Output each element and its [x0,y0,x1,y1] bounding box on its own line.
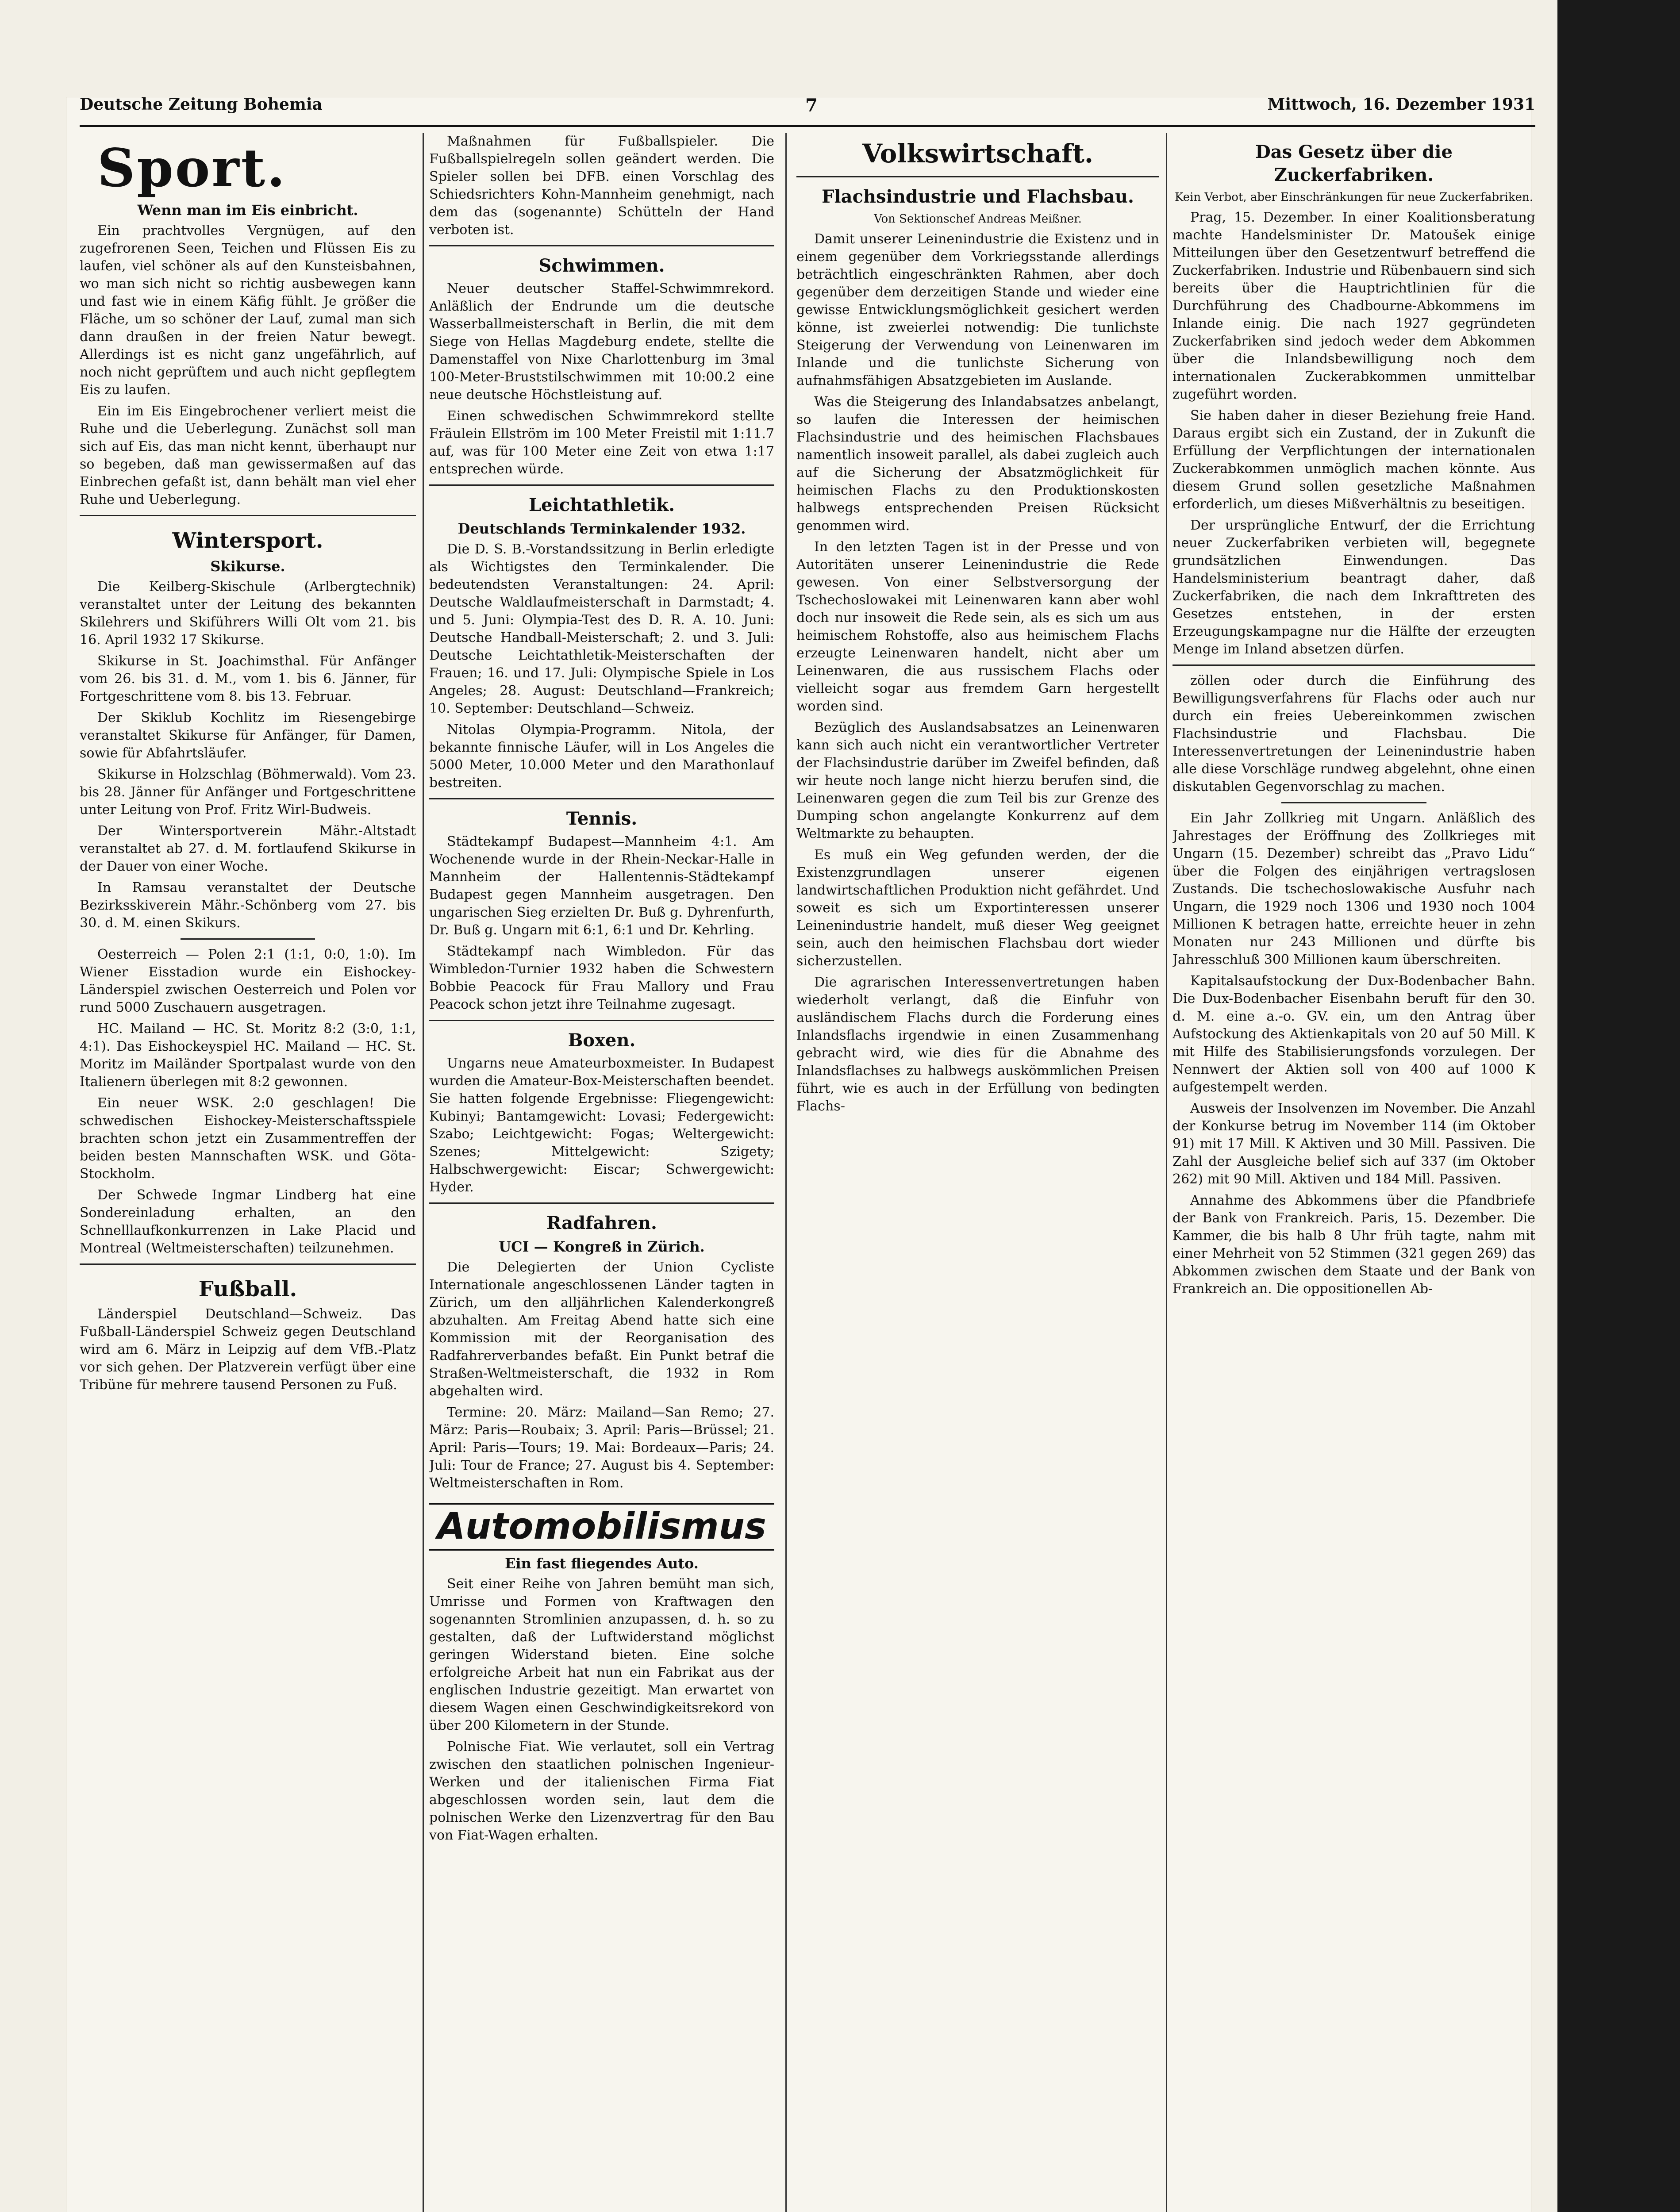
news-item: Ausweis der Insolvenzen im November. Die Anzahl der Konkurse betrug im November 114 (im Oktober 91) mit 17 Mill. K Aktiven und 30 Mill. Passiven. Die Zahl der Ausgleiche belief sich auf 337 (im Oktober 262) mit 90 Mill. Aktiven und 184 Mill. Passiven. [1173,1101,1535,1187]
paragraph: Städtekampf nach Wimbledon. Für das Wimbledon-Turnier 1932 haben die Schwestern Bobbie Peacock für Frau Mallory und Frau Peacock schon jetzt ihre Teilnahme zugesagt. [429,944,774,1012]
paragraph: Der Skiklub Kochlitz im Riesengebirge veranstaltet Skikurse für Anfänger, für Damen, sowie für Abfahrtsläufer. [80,710,416,761]
paragraph: Seit einer Reihe von Jahren bemüht man sich, Umrisse und Formen von Kraftwagen den sogenannten Stromlinien anzupassen, d. h. so zu gestalten, daß der Luftwiderstand möglichst geringen Widerstand bieten. Eine solche erfolgreiche Arbeit hat nun ein Fabrikat aus der englischen Industrie gezeitigt. Man erwartet von diesem Wagen einen Geschwindigkeitsrekord von über 200 Kilometern in der Stunde. [429,1576,774,1733]
paper-name: Deutsche Zeitung Bohemia [80,95,323,114]
divider [80,515,416,516]
paragraph: Ungarns neue Amateurboxmeister. In Budapest wurden die Amateur-Box-Meisterschaften beendet. Sie hatten folgende Ergebnisse: Fliegengewicht: Kubinyi; Bantamgewicht: Lovasi; Federgewicht: Szabo; Leichtgewicht: Fogas; Weltergewicht: Szenes; Mittelgewicht: Szigety; Halbschwergewicht: Eiscar; Schwergewicht: Hyder. [429,1056,774,1195]
subheadline: Ein fast fliegendes Auto. [505,1555,699,1572]
divider [429,1202,774,1204]
paragraph: Die Keilberg-Skischule (Arlbergtechnik) veranstaltet unter der Leitung des bekannten Skilehrers und Skiführers Willi Olt vom 21. bis 16. April 1932 17 Skikurse. [80,579,416,648]
paragraph: Polnische Fiat. Wie verlautet, soll ein Vertrag zwischen den staatlichen polnischen Ingenieur-Werken und der italienischen Firma Fiat abgeschlossen worden sein, laut dem die polnischen Werke den Lizenzvertrag für den Bau von Fiat-Wagen erhalten. [429,1739,774,1843]
scan-edge [1557,0,1680,2212]
divider [429,245,774,246]
paragraph: Skikurse in St. Joachimsthal. Für Anfänger vom 26. bis 31. d. M., vom 1. bis 6. Jänner, für Fortgeschrittene vom 8. bis 13. Februar. [80,653,416,704]
paragraph: Ein im Eis Eingebrochener verliert meist die Ruhe und die Ueberlegung. Zunächst soll man sich auf Eis, das man nicht kennt, überhaupt nur so begeben, daß man gewissermaßen auf das Einbrechen gefaßt ist, dann behält man viel eher Ruhe und Ueberlegung. [80,403,416,507]
section-title-tennis: Tennis. [566,808,638,829]
divider [1173,664,1535,666]
paragraph: Länderspiel Deutschland—Schweiz. Das Fußball-Länderspiel Schweiz gegen Deutschland wird am 6. März in Leipzig auf dem VfB.-Platz vor sich gehen. Der Platzverein verfügt über eine Tribüne für mehrere tausend Personen zu Fuß. [80,1306,416,1393]
masthead [80,95,1535,122]
article-headline: Flachsindustrie und Flachsbau. [822,186,1134,207]
subheadline: Deutschlands Terminkalender 1932. [457,520,746,537]
news-item: Annahme des Abkommens über die Pfandbriefe der Bank von Frankreich. Paris, 15. Dezember. Die Kammer, die bis halb 8 Uhr früh tagte, nahm mit einer Mehrheit von 52 Stimmen (321 gegen 269) das Abkommen zwischen dem Staate und der Bank von Frankreich an. Die oppositionellen Ab- [1173,1193,1535,1297]
paragraph: Sie haben daher in dieser Beziehung freie Hand. Daraus ergibt sich ein Zustand, der in Zukunft die Erfüllung der Verpflichtungen der internationalen Zuckerabkommen unmöglich machen könnte. Aus diesem Grund sollen gesetzliche Maßnahmen erforderlich, um dieses Mißverhältnis zu beseitigen. [1173,408,1535,512]
paragraph: Skikurse in Holzschlag (Böhmerwald). Vom 23. bis 28. Jänner für Anfänger und Fortgeschrittene unter Leitung von Prof. Fritz Wirl-Budweis. [80,767,416,818]
paragraph: In den letzten Tagen ist in der Presse und von Autoritäten unserer Leinenindustrie die Rede gewesen. Von einer Selbstversorgung der Tschechoslowakei mit Leinenwaren kann aber wohl doch nur insoweit die Rede sein, als es sich um aus heimischem Rohstoffe, also aus heimischem Flachs erzeugte Leinenwaren handelt, nicht aber um Leinenwaren, die aus russischem Flachs oder vielleicht sogar aus fremdem Garn hergestellt worden sind. [796,539,1159,714]
section-title-boxen: Boxen. [568,1030,636,1051]
subheadline: UCI — Kongreß in Zürich. [499,1238,705,1255]
paragraph: zöllen oder durch die Einführung des Bewilligungsverfahrens für Flachs oder auch nur durch ein freies Uebereinkommen zwischen Flachsindustrie und Flachsbau. Die Interessenvertretungen der Leinenindustrie haben alle diese Vorschläge rundweg abgelehnt, ohne einen diskutablen Gegenvorschlag zu machen. [1173,673,1535,795]
section-title-leichtathletik: Leichtathletik. [528,495,675,515]
column-sport-2 [429,133,774,2212]
column-divider [1166,133,1167,2212]
column-volkswirtschaft [796,133,1159,2212]
paragraph: Oesterreich — Polen 2:1 (1:1, 0:0, 1:0). Im Wiener Eisstadion wurde ein Eishockey-Länderspiel zwischen Oesterreich und Polen vor rund 5000 Zuschauern ausgetragen. [80,947,416,1015]
section-title-fussball: Fußball. [198,1277,297,1302]
paragraph: Ein neuer WSK. 2:0 geschlagen! Die schwedischen Eishockey-Meisterschaftsspiele brachten schon jetzt ein Zusammentreffen der beiden besten Mannschaften WSK. und Göta-Stockholm. [80,1095,416,1182]
divider [796,176,1159,177]
column-economy-news [1173,133,1535,2212]
paragraph: Maßnahmen für Fußballspieler. Die Fußballspielregeln sollen geändert werden. Die Spieler sollen bei DFB. einen Vorschlag des Schiedsrichters Kohn-Mannheim genehmigt, nach dem das (sogenannte) Schütteln der Hand verboten ist. [429,134,774,238]
paragraph: Der Wintersportverein Mähr.-Altstadt veranstaltet ab 27. d. M. fortlaufend Skikurse in der Dauer von einer Woche. [80,823,416,874]
author-line: Von Sektionschef Andreas Meißner. [874,212,1082,226]
divider [429,484,774,486]
paragraph: Städtekampf Budapest—Mannheim 4:1. Am Wochenende wurde in der Rhein-Neckar-Halle in Mannheim der Hallentennis-Städtekampf Budapest gegen Mannheim ausgetragen. Den ungarischen Sieg erzielten Dr. Buß g. Dyhrenfurth, Dr. Buß g. Ungarn mit 6:1, 6:1 und Dr. Kehrling. [429,834,774,938]
paragraph: Der ursprüngliche Entwurf, der die Errichtung neuer Zuckerfabriken verbieten will, begegnete grundsätzlichen Einwendungen. Das Handelsministerium beantragt daher, daß Zuckerfabriken, die nach dem Inkrafttreten des Gesetzes entstehen, in der ersten Erzeugungskampagne nur die Hälfte der erzeugten Menge im Inland absetzen dürfen. [1173,518,1535,657]
paragraph: HC. Mailand — HC. St. Moritz 8:2 (3:0, 1:1, 4:1). Das Eishockeyspiel HC. Mailand — HC. St. Moritz im Mailänder Sportpalast wurde von den Italienern überlegen mit 8:2 gewonnen. [80,1021,416,1090]
section-title-volkswirtschaft: Volkswirtschaft. [862,138,1094,169]
paragraph: Neuer deutscher Staffel-Schwimmrekord. Anläßlich der Endrunde um die deutsche Wasserballmeisterschaft in Berlin, die mit dem Siege von Hellas Magdeburg endete, stellte die Damenstaffel von Nixe Charlottenburg im 3mal 100-Meter-Bruststilschwimmen mit 10:00.2 eine neue deutsche Höchstleistung auf. [429,281,774,403]
paragraph: Damit unserer Leinenindustrie die Existenz und in einem gegenüber dem Vorkriegsstande allerdings beträchtlich eingeschränkten Rahmen, aber doch gegenüber dem derzeitigen Stande und wieder eine gewisse Entwicklungsmöglichkeit gesichert werden könne, ist zweierlei notwendig: Die tunlichste Steigerung der Verwendung von Leinenwaren im Inlande und die tunlichste Sicherung von aufnahmsfähigen Absatzgebieten im Auslande. [796,231,1159,388]
column-divider [785,133,787,2212]
paragraph: In Ramsau veranstaltet der Deutsche Bezirksskiverein Mähr.-Schönberg vom 27. bis 30. d. M. einen Skikurs. [80,880,416,931]
divider [429,1020,774,1021]
column-sport [80,133,416,2212]
paragraph: Einen schwedischen Schwimmrekord stellte Fräulein Ellström im 100 Meter Freistil mit 1:11.7 auf, was für 100 Meter eine Zeit von etwa 1:17 entsprechen würde. [429,408,774,477]
subheadline: Skikurse. [210,558,285,575]
column-divider [423,133,424,2212]
news-item: Ein Jahr Zollkrieg mit Ungarn. Anläßlich des Jahrestages der Eröffnung des Zollkrieges mit Ungarn (15. Dezember) schreibt das „Pravo Lidu“ über die Folgen des einjährigen vertragslosen Zustands. Die tschechoslowakische Ausfuhr nach Ungarn, die 1929 noch 1306 und 1930 noch 1004 Millionen K betragen hatte, erreichte heuer in zehn Monaten nur 243 Millionen und dürfte bis Jahresschluß 300 Millionen kaum überschreiten. [1173,810,1535,968]
divider [429,798,774,799]
section-title-sport: Sport. [97,137,287,199]
paragraph: Was die Steigerung des Inlandabsatzes anbelangt, so laufen die Interessen der heimischen Flachsindustrie und des heimischen Flachsbaues namentlich insoweit parallel, als dabei zugleich auch auf die Sicherung der Absatzmöglichkeit für heimischen Flachs zu den Produktionskosten halbwegs entsprechenden Preisen Rücksicht genommen wird. [796,394,1159,534]
paragraph: Die D. S. B.-Vorstandssitzung in Berlin erledigte als Wichtigstes den Terminkalender. Die bedeutendsten Veranstaltungen: 24. April: Deutsche Waldlaufmeisterschaft in Darmstadt; 4. und 5. Juni: Olympia-Test des D. R. A. 10. Juni: Deutsche Handball-Meisterschaft; 2. und 3. Juli: Deutsche Leichtathletik-Meisterschaften der Frauen; 16. und 17. Juli: Olympische Spiele in Los Angeles; 28. August: Deutschland—Frankreich; 10. September: Deutschland—Schweiz. [429,541,774,716]
issue-date: Mittwoch, 16. Dezember 1931 [1267,95,1535,114]
paragraph: Die agrarischen Interessenvertretungen haben wiederholt verlangt, daß die Einfuhr von ausländischem Flachs durch die Forderung eines Inlandsflachs irgendwie in einen Zusammenhang gebracht wird, wie dies für die Abnahme des Inlandsflachses zu halbwegs auskömmlichen Preisen führt, wie es auch in der Erfüllung von bedingten Flachs- [796,975,1159,1114]
article-headline: Das Gesetz über die Zuckerfabriken. [1255,142,1453,185]
divider [1281,802,1426,803]
divider [80,1263,416,1265]
section-title-wintersport: Wintersport. [172,528,323,553]
masthead-rule [80,125,1535,127]
paragraph: Prag, 15. Dezember. In einer Koalitionsberatung machte Handelsminister Dr. Matoušek einige Mitteilungen über den Gesetzentwurf betreffend die Zuckerfabriken. Industrie und Rübenbauern sind sich bereits über die Hauptrichtlinien für die Durchführung des Chadbourne-Abkommens im Inlande einig. Die nach 1927 gegründeten Zuckerfabriken sind jedoch weder dem Abkommen über die Inlandsbewilligung noch dem internationalen Zuckerabkommen unmittelbar zugeführt worden. [1173,210,1535,402]
section-title-automobilismus: Automobilismus [429,1503,774,1551]
news-item: Kapitalsaufstockung der Dux-Bodenbacher Bahn. Die Dux-Bodenbacher Eisenbahn beruft für den 30. d. M. eine a.-o. GV. ein, um den Antrag über Aufstockung des Aktienkapitals von 20 auf 50 Mill. K mit Hilfe des Stabilisierungsfonds vorzulegen. Der Nennwert der Aktien soll von 400 auf 1000 K aufgestempelt werden. [1173,973,1535,1095]
paragraph: Ein prachtvolles Vergnügen, auf den zugefrorenen Seen, Teichen und Flüssen Eis zu laufen, viel schöner als auf den Kunsteisbahnen, wo man sich nicht so richtig ausbewegen kann und fast wie in einem Käfig fühlt. Je größer die Fläche, um so schöner der Lauf, zumal man sich dann draußen in der freien Natur bewegt. Allerdings ist es nicht ganz ungefährlich, auf noch nicht geprüftem und auch nicht gepflegtem Eis zu laufen. [80,223,416,398]
paragraph: Nitolas Olympia-Programm. Nitola, der bekannte finnische Läufer, will in Los Angeles die 5000 Meter, 10.000 Meter und den Marathonlauf bestreiten. [429,722,774,791]
subheadline: Kein Verbot, aber Einschränkungen für neue Zuckerfabriken. [1175,191,1533,204]
paragraph: Termine: 20. März: Mailand—San Remo; 27. März: Paris—Roubaix; 3. April: Paris—Brüssel; 21. April: Paris—Tours; 19. Mai: Bordeaux—Paris; 24. Juli: Tour de France; 27. August bis 4. September: Weltmeisterschaften in Rom. [429,1405,774,1491]
section-title-radfahren: Radfahren. [546,1213,657,1233]
divider [181,938,315,940]
paragraph: Es muß ein Weg gefunden werden, der die Existenzgrundlagen unserer eigenen landwirtschaftlichen Produktion nicht gefährdet. Und soweit es sich um Exportinteressen unserer Leinenindustrie handelt, muß dieser Weg geeignet sein, auch den heimischen Flachsbau dort wieder sicherzustellen. [796,847,1159,969]
section-title-schwimmen: Schwimmen. [538,255,665,276]
paragraph: Bezüglich des Auslandsabsatzes an Leinenwaren kann sich auch nicht ein verantwortlicher Vertreter der Flachsindustrie darüber im Zweifel befinden, daß wir heute noch lange nicht hierzu berufen sind, die Leinenwaren gegen die zum Teil bis zur Grenze des Dumping schon angelangte Konkurrenz auf dem Weltmarkte zu behaupten. [796,720,1159,841]
paragraph: Der Schwede Ingmar Lindberg hat eine Sondereinladung erhalten, an den Schnelllaufkonkurrenzen in Lake Placid und Montreal (Weltmeisterschaften) teilzunehmen. [80,1187,416,1256]
page-number: 7 [805,95,818,116]
article-headline: Wenn man im Eis einbricht. [137,202,358,219]
paragraph: Die Delegierten der Union Cycliste Internationale angeschlossenen Länder tagten in Zürich, um den alljährlichen Kalenderkongreß abzuhalten. Am Freitag Abend hatte sich eine Kommission mit der Reorganisation des Radfahrerverbandes befaßt. Ein Punkt betraf die Straßen-Weltmeisterschaft, die 1932 in Rom abgehalten wird. [429,1260,774,1399]
